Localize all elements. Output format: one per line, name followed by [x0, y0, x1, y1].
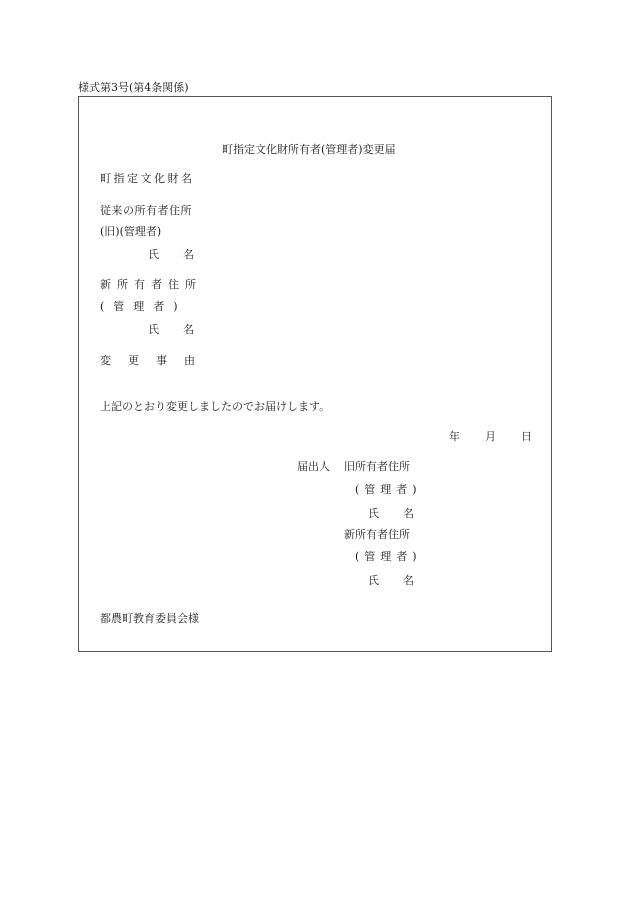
new-owner-name-shi: 氏 [148, 323, 159, 336]
former-owner-address-label: 従来の所有者住所 [100, 204, 192, 217]
notifier-new-owner-address: 新所有者住所 [344, 528, 410, 541]
new-owner-sub-label: (管理者) [100, 300, 187, 313]
notifier-former-manager: (管理者) [355, 483, 422, 496]
new-owner-name-mei: 名 [183, 323, 194, 336]
former-owner-name-shi: 氏 [148, 248, 159, 261]
notifier-new-name-shi: 氏 [368, 574, 379, 587]
form-number-label: 様式第3号(第4条関係) [78, 81, 189, 94]
notifier-former-owner-address: 旧所有者住所 [344, 460, 410, 473]
notifier-label: 届出人 [297, 460, 330, 473]
statement-text: 上記のとおり変更しましたのでお届けします。 [100, 400, 331, 413]
addressee-label: 都農町教育委員会様 [100, 612, 199, 625]
date-year: 年 [449, 430, 460, 443]
change-reason-label: 変更事由 [100, 354, 212, 367]
property-name-label: 町指定文化財名 [100, 172, 195, 185]
date-day: 日 [521, 430, 532, 443]
former-owner-name-mei: 名 [183, 248, 194, 261]
date-month: 月 [485, 430, 496, 443]
notifier-new-name-mei: 名 [403, 574, 414, 587]
former-owner-sub-label: (旧)(管理者) [100, 225, 162, 238]
notifier-former-name-mei: 名 [403, 507, 414, 520]
new-owner-address-label: 新所有者住所 [100, 278, 202, 291]
notifier-former-name-shi: 氏 [368, 507, 379, 520]
notifier-new-manager: (管理者) [355, 550, 422, 563]
form-title: 町指定文化財所有者(管理者)変更届 [222, 143, 396, 156]
